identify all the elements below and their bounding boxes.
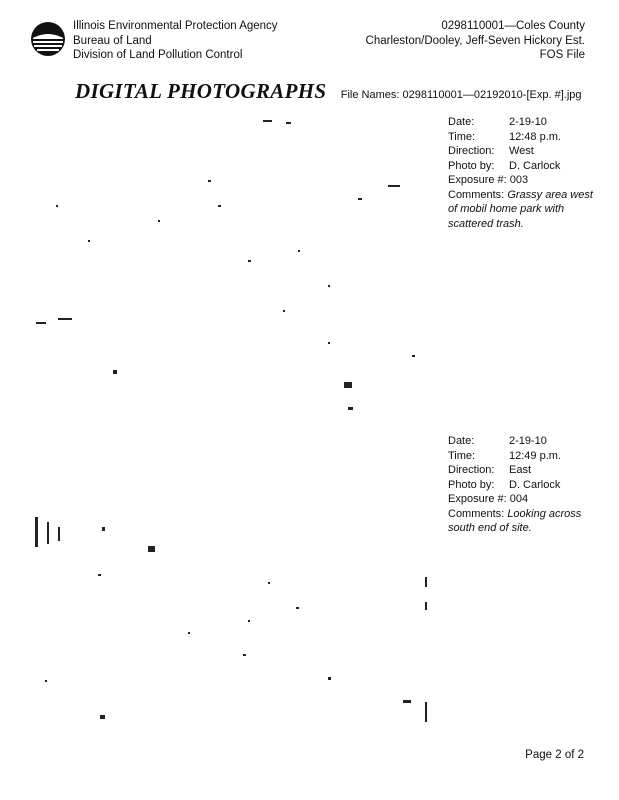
direction-label: Direction: bbox=[448, 464, 495, 476]
time-label: Time: bbox=[448, 449, 476, 462]
bureau-name: Bureau of Land bbox=[73, 34, 152, 47]
page-title: DIGITAL PHOTOGRAPHS bbox=[75, 79, 327, 103]
comments-label: Comments: bbox=[448, 507, 505, 520]
page-number: Page 2 of 2 bbox=[525, 749, 584, 761]
file-type: FOS File bbox=[539, 49, 585, 61]
date-label: Date: bbox=[448, 116, 475, 128]
photo-by-label: Photo by: bbox=[448, 159, 495, 172]
date-label: Date: bbox=[448, 435, 475, 447]
exposure-label: Exposure #: bbox=[448, 493, 507, 505]
exposure-value: 004 bbox=[509, 493, 529, 505]
date-value: 2-19-10 bbox=[509, 116, 547, 128]
agency-name: Illinois Environmental Protection Agency bbox=[73, 20, 278, 32]
comments-text: Looking across south end of site. bbox=[448, 507, 582, 534]
site-name: Charleston/Dooley, Jeff-Seven Hickory Est. bbox=[365, 34, 585, 47]
title-row bbox=[75, 79, 582, 104]
site-info-block bbox=[366, 19, 585, 63]
comments-text: Grassy area west of mobil home park with scattered trash. bbox=[448, 188, 593, 230]
time-value: 12:49 p.m. bbox=[509, 449, 561, 462]
photo-by-value: D. Carlock bbox=[509, 159, 561, 172]
exposure-label: Exposure #: bbox=[448, 174, 507, 186]
photo-by-label: Photo by: bbox=[448, 478, 495, 491]
division-name: Division of Land Pollution Control bbox=[73, 49, 243, 61]
time-value: 12:48 p.m. bbox=[509, 130, 561, 143]
file-names: File Names: 0298110001—02192010-[Exp. #].jpg bbox=[340, 89, 582, 101]
photo-image-2 bbox=[28, 432, 430, 728]
site-id: 0298110001—Coles County bbox=[441, 20, 585, 32]
agency-block bbox=[73, 19, 278, 63]
direction-label: Direction: bbox=[448, 145, 495, 157]
photo-details-1 bbox=[448, 115, 598, 231]
direction-value: West bbox=[509, 145, 534, 157]
exposure-value: 003 bbox=[509, 174, 529, 186]
comments-label: Comments: bbox=[448, 188, 505, 201]
date-value: 2-19-10 bbox=[509, 435, 547, 447]
photo-details-2 bbox=[448, 434, 598, 536]
photo-by-value: D. Carlock bbox=[509, 478, 561, 491]
time-label: Time: bbox=[448, 130, 476, 143]
direction-value: East bbox=[509, 464, 532, 476]
agency-logo-icon bbox=[29, 20, 67, 58]
photo-image-1 bbox=[28, 110, 430, 415]
